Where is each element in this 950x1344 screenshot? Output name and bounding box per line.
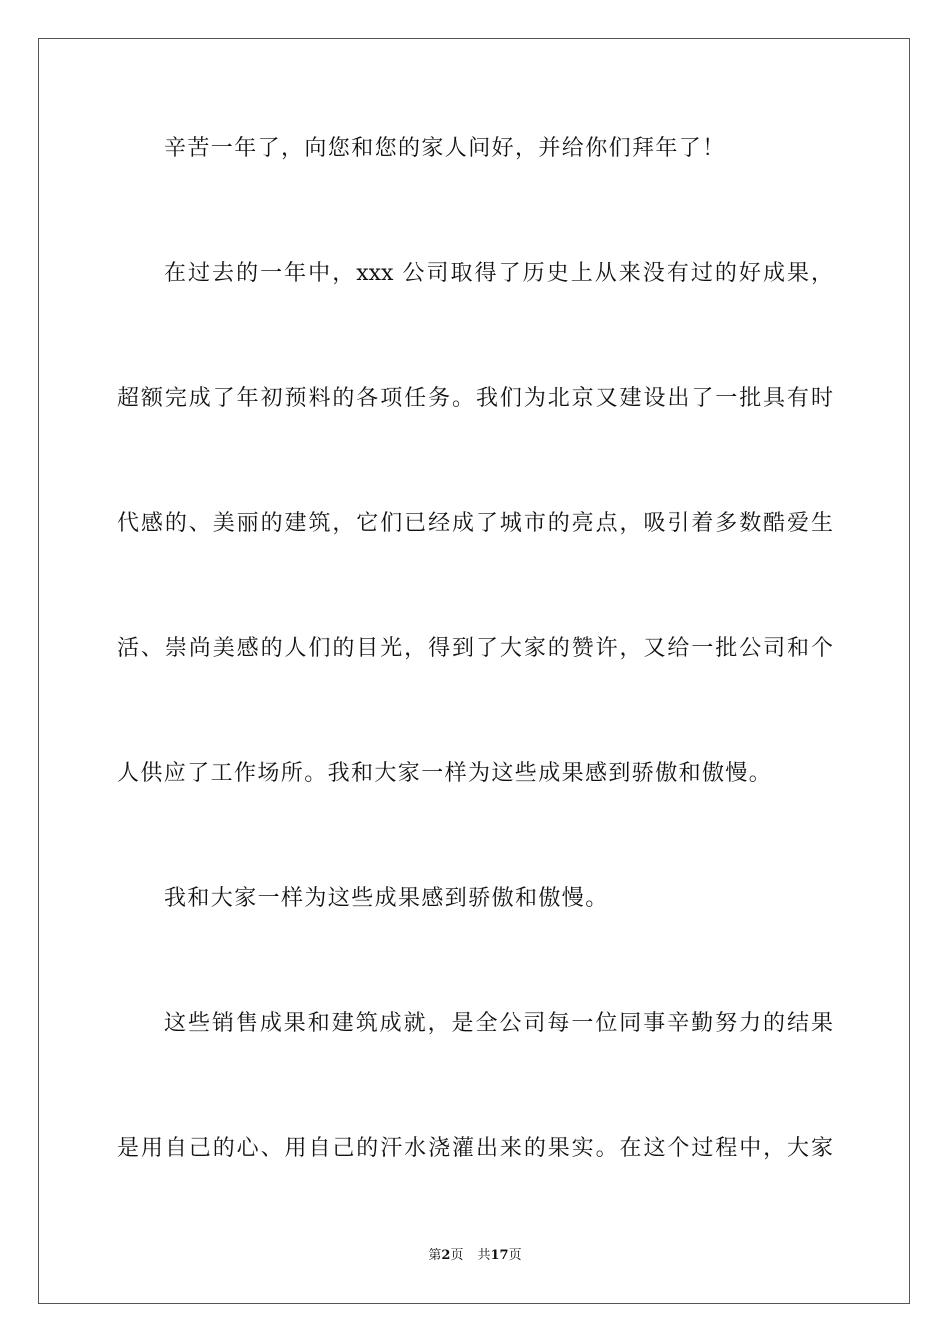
page-footer [0,1247,950,1265]
page-suffix: 页 [450,1248,464,1263]
paragraph-line-7: 我和大家一样为这些成果感到骄傲和傲慢。 [164,886,609,911]
paragraph-line-9: 是用自己的心、用自己的汗水浇灌出来的果实。在这个过程中，大家 [117,1136,833,1161]
page-number: 2 [441,1248,451,1263]
paragraph-line-3: 超额完成了年初预料的各项任务。我们为北京又建设出了一批具有时 [117,386,833,411]
paragraph-line-1: 辛苦一年了，向您和您的家人问好，并给你们拜年了！ [164,136,726,161]
total-prefix: 共 [477,1248,491,1263]
paragraph-line-6: 人供应了工作场所。我和大家一样为这些成果感到骄傲和傲慢。 [117,761,773,786]
page-frame [38,38,910,1304]
page-prefix: 第 [428,1248,442,1263]
total-pages: 17 [490,1248,509,1263]
paragraph-line-4: 代感的、美丽的建筑，它们已经成了城市的亮点，吸引着多数酷爱生 [117,511,833,536]
paragraph-line-8: 这些销售成果和建筑成就，是全公司每一位同事辛勤努力的结果 [164,1011,833,1036]
paragraph-line-5: 活、崇尚美感的人们的目光，得到了大家的赞许，又给一批公司和个 [117,636,833,661]
total-suffix: 页 [508,1248,522,1263]
paragraph-line-2: 在过去的一年中，xxx 公司取得了历史上从来没有过的好成果， [164,261,833,286]
